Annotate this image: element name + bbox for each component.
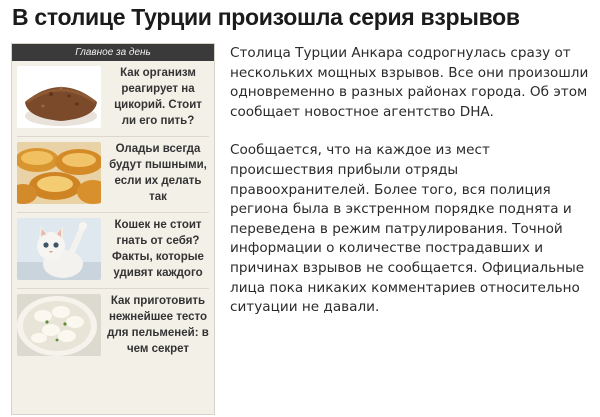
news-item-title[interactable]: Кошек не стоит гнать от себя? Факты, которые удивят каждого bbox=[112, 219, 204, 279]
kitten-image[interactable] bbox=[17, 218, 101, 280]
news-item-title[interactable]: Как организм реагирует на цикорий. Стоит ли его пить? bbox=[114, 67, 202, 127]
news-item-chicory[interactable] bbox=[17, 65, 209, 130]
news-item-cats[interactable] bbox=[17, 217, 209, 282]
news-divider bbox=[17, 288, 209, 289]
news-item-pancakes[interactable] bbox=[17, 141, 209, 206]
chicory-powder-picture bbox=[17, 66, 101, 128]
article-paragraph: Сообщается, что на каждое из мест происшествия прибыли отряды правоохранителей. Более того, вся полиция региона была в экстренном порядке поднята и переведена в режим патрулирования. Точной информации о количестве пострадавших и причинах взрывов не сообщается. Официальные лица пока никаких комментариев относительно ситуации не давали. bbox=[230, 142, 585, 316]
news-divider bbox=[17, 136, 209, 137]
sidebar-top-news bbox=[11, 43, 215, 415]
kitten-picture bbox=[17, 218, 101, 280]
news-item-dumplings[interactable] bbox=[17, 293, 209, 358]
dumplings-picture bbox=[17, 294, 101, 356]
sidebar-header: Главное за день bbox=[12, 44, 214, 61]
article-paragraph: Столица Турции Анкара содрогнулась сразу от нескольких мощных взрывов. Все они произошли одновременно в разных районах города. Об этом сообщает новостное агентство DHA. bbox=[230, 45, 589, 120]
article-headline: В столице Турции произошла серия взрывов bbox=[12, 4, 520, 30]
pancakes-picture bbox=[17, 142, 101, 204]
pancakes-image[interactable] bbox=[17, 142, 101, 204]
news-divider bbox=[17, 212, 209, 213]
news-item-title[interactable]: Как приготовить нежнейшее тесто для пельменей: в чем секрет bbox=[107, 295, 209, 355]
news-item-title[interactable]: Оладьи всегда будут пышными, если их делать так bbox=[109, 143, 207, 203]
article-body bbox=[230, 44, 592, 337]
dumplings-image[interactable] bbox=[17, 294, 101, 356]
chicory-powder-image[interactable] bbox=[17, 66, 101, 128]
